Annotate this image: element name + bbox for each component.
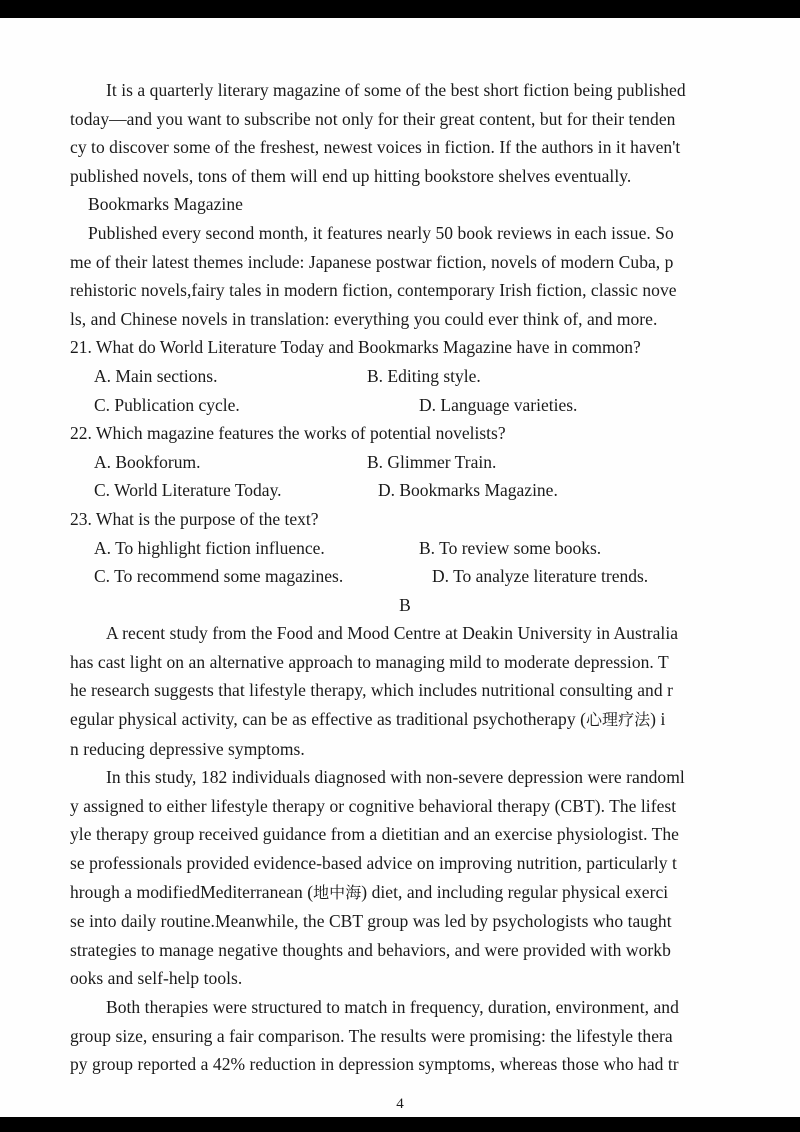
text-segment: egular physical activity, can be as effective as traditional psychotherapy ( [70, 709, 586, 730]
option-21-c[interactable]: C. Publication cycle. [94, 394, 240, 415]
option-row [70, 476, 730, 505]
page-number: 4 [396, 1096, 404, 1112]
option-21-a[interactable]: A. Main sections. [94, 365, 218, 386]
text-line: strategies to manage negative thoughts and behaviors, and were provided with workb [70, 939, 671, 960]
question-stem: 23. What is the purpose of the text? [70, 508, 319, 529]
option-row [70, 562, 730, 591]
bookmarks-magazine-entry [70, 190, 730, 333]
section-b-paragraph-1 [70, 619, 730, 763]
text-line-with-gloss [70, 705, 730, 735]
text-line: rehistoric novels,fairy tales in modern fiction, contemporary Irish fiction, classic nove [70, 280, 677, 301]
option-23-c[interactable]: C. To recommend some magazines. [94, 566, 344, 587]
scan-edge-band-bottom [0, 1117, 800, 1132]
option-22-c[interactable]: C. World Literature Today. [94, 480, 282, 501]
option-23-a[interactable]: A. To highlight fiction influence. [94, 537, 325, 558]
text-line: se into daily routine.Meanwhile, the CBT group was led by psychologists who taught [70, 911, 672, 932]
question-22 [70, 419, 730, 505]
option-row [70, 362, 730, 391]
option-22-d[interactable]: D. Bookmarks Magazine. [378, 480, 558, 501]
text-line: ls, and Chinese novels in translation: everything you could ever think of, and more. [70, 308, 658, 329]
option-21-b[interactable]: B. Editing style. [367, 365, 481, 386]
text-line: y assigned to either lifestyle therapy or cognitive behavioral therapy (CBT). The lifest [70, 795, 677, 816]
scan-edge-band-top [0, 0, 800, 18]
magazine-heading: Bookmarks Magazine [88, 194, 243, 215]
text-line: ooks and self-help tools. [70, 968, 243, 989]
text-line: published novels, tons of them will end up hitting bookstore shelves eventually. [70, 165, 632, 186]
option-row [70, 534, 730, 563]
question-21 [70, 333, 730, 419]
question-stem: 22. Which magazine features the works of potential novelists? [70, 423, 506, 444]
question-23 [70, 505, 730, 591]
passage-a-tail [70, 76, 730, 190]
option-22-b[interactable]: B. Glimmer Train. [367, 451, 497, 472]
text-line: Published every second month, it features nearly 50 book reviews in each issue. So [88, 222, 674, 243]
text-line: group size, ensuring a fair comparison. The results were promising: the lifestyle thera [70, 1025, 673, 1046]
text-line: cy to discover some of the freshest, newest voices in fiction. If the authors in it haven't [70, 137, 681, 158]
chinese-gloss-psychotherapy: 心理疗法 [585, 710, 651, 730]
option-22-a[interactable]: A. Bookforum. [94, 451, 201, 472]
text-line: n reducing depressive symptoms. [70, 738, 305, 759]
text-line: se professionals provided evidence-based advice on improving nutrition, particularly t [70, 853, 677, 874]
text-line: Both therapies were structured to match in frequency, duration, environment, and [106, 997, 679, 1017]
option-21-d[interactable]: D. Language varieties. [419, 394, 578, 415]
question-stem: 21. What do World Literature Today and Bookmarks Magazine have in common? [70, 337, 641, 358]
document-page [0, 18, 800, 1117]
text-line: me of their latest themes include: Japanese postwar fiction, novels of modern Cuba, p [70, 251, 674, 272]
section-b-paragraph-3 [70, 993, 730, 1079]
section-b-paragraph-2 [70, 763, 730, 993]
text-segment: ) diet, and including regular physical exerci [361, 881, 669, 902]
text-segment: ) i [650, 709, 666, 730]
text-line: py group reported a 42% reduction in depression symptoms, whereas those who had tr [70, 1054, 679, 1075]
option-row [70, 391, 730, 420]
text-line: has cast light on an alternative approach to managing mild to moderate depression. T [70, 651, 669, 672]
section-label-b: B [399, 594, 411, 615]
text-line: In this study, 182 individuals diagnosed with non-severe depression were randoml [106, 767, 685, 788]
text-line: today—and you want to subscribe not only for their great content, but for their tenden [70, 108, 676, 129]
text-line: A recent study from the Food and Mood Centre at Deakin University in Australia [106, 623, 679, 644]
text-segment: hrough a modifiedMediterranean ( [70, 881, 314, 902]
option-row [70, 448, 730, 477]
page-content [70, 76, 730, 1079]
text-line: It is a quarterly literary magazine of some of the best short fiction being published [106, 80, 686, 100]
text-line: yle therapy group received guidance from a dietitian and an exercise physiologist. The [70, 824, 679, 845]
option-23-d[interactable]: D. To analyze literature trends. [432, 566, 649, 587]
chinese-gloss-mediterranean: 地中海 [313, 882, 362, 902]
text-line: he research suggests that lifestyle therapy, which includes nutritional consulting and r [70, 680, 673, 701]
option-23-b[interactable]: B. To review some books. [419, 537, 602, 558]
text-line-with-gloss [70, 878, 730, 908]
